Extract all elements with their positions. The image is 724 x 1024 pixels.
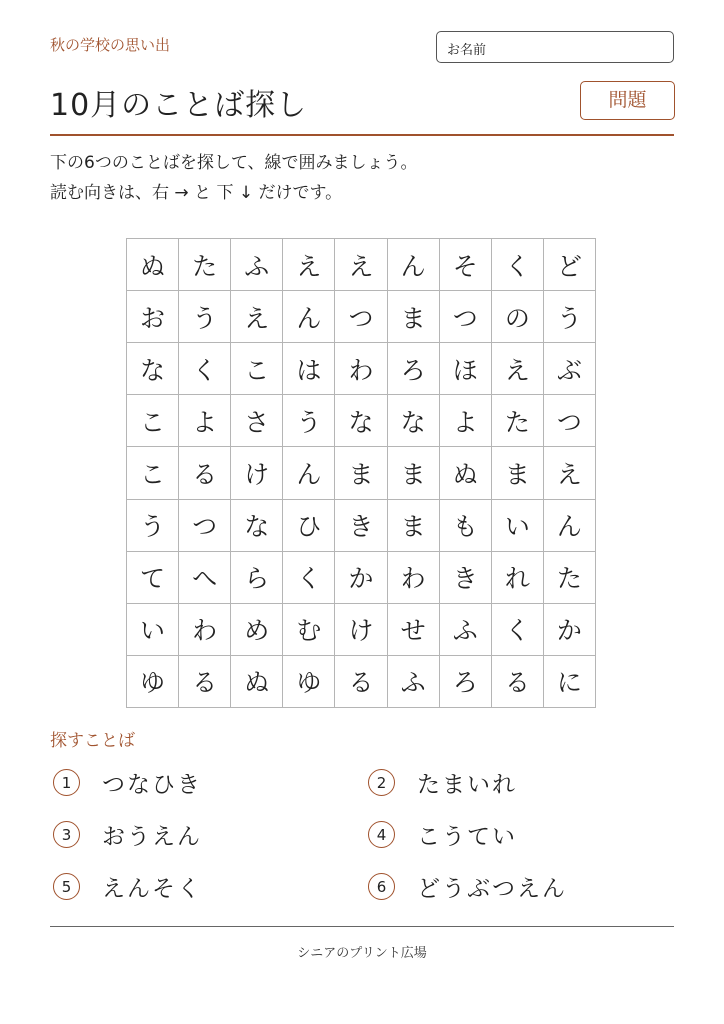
grid-cell[interactable]: ま <box>492 447 544 499</box>
grid-cell[interactable]: へ <box>179 552 231 604</box>
grid-cell[interactable]: う <box>127 500 179 552</box>
grid-cell[interactable]: き <box>440 552 492 604</box>
grid-cell[interactable]: え <box>544 447 596 499</box>
instruction-line-2: 読む向きは、右 → と 下 ↓ だけです。 <box>50 183 343 203</box>
grid-cell[interactable]: ひ <box>283 500 335 552</box>
grid-cell[interactable]: よ <box>440 395 492 447</box>
word-item-3 <box>53 818 202 851</box>
grid-cell[interactable]: た <box>544 552 596 604</box>
grid-cell[interactable]: く <box>283 552 335 604</box>
grid-cell[interactable]: て <box>127 552 179 604</box>
grid-cell[interactable]: ろ <box>440 656 492 708</box>
page-title: 10月のことば探し <box>50 88 308 123</box>
grid-cell[interactable]: ぬ <box>440 447 492 499</box>
grid-cell[interactable]: は <box>283 343 335 395</box>
grid-cell[interactable]: ろ <box>388 343 440 395</box>
grid-cell[interactable]: わ <box>179 604 231 656</box>
grid-cell[interactable]: め <box>231 604 283 656</box>
word-search-grid <box>126 238 596 708</box>
grid-cell[interactable]: こ <box>127 395 179 447</box>
grid-cell[interactable]: よ <box>179 395 231 447</box>
grid-cell[interactable]: な <box>127 343 179 395</box>
word-number-badge: 1 <box>53 769 80 796</box>
grid-cell[interactable]: わ <box>388 552 440 604</box>
footer-divider <box>50 926 674 927</box>
word-text: こうてい <box>417 824 517 850</box>
grid-cell[interactable]: ぬ <box>231 656 283 708</box>
grid-cell[interactable]: く <box>492 239 544 291</box>
word-item-1 <box>53 766 202 799</box>
grid-cell[interactable]: さ <box>231 395 283 447</box>
grid-cell[interactable]: つ <box>440 291 492 343</box>
grid-cell[interactable]: え <box>492 343 544 395</box>
grid-cell[interactable]: ぬ <box>127 239 179 291</box>
word-number-badge: 3 <box>53 821 80 848</box>
grid-cell[interactable]: な <box>388 395 440 447</box>
word-text: おうえん <box>102 824 202 850</box>
word-number-badge: 4 <box>368 821 395 848</box>
grid-cell[interactable]: こ <box>231 343 283 395</box>
word-number-badge: 2 <box>368 769 395 796</box>
grid-cell[interactable]: ぶ <box>544 343 596 395</box>
grid-cell[interactable]: い <box>127 604 179 656</box>
word-text: どうぶつえん <box>417 876 567 902</box>
grid-cell[interactable]: わ <box>335 343 387 395</box>
instructions <box>50 148 417 208</box>
word-item-5 <box>53 870 202 903</box>
grid-cell[interactable]: ゆ <box>127 656 179 708</box>
grid-cell[interactable]: ん <box>544 500 596 552</box>
grid-cell[interactable]: ん <box>283 291 335 343</box>
header-divider <box>50 134 674 136</box>
grid-cell[interactable]: な <box>335 395 387 447</box>
grid-cell[interactable]: ど <box>544 239 596 291</box>
grid-cell[interactable]: け <box>335 604 387 656</box>
word-number-badge: 6 <box>368 873 395 900</box>
grid-cell[interactable]: る <box>335 656 387 708</box>
grid-cell[interactable]: か <box>335 552 387 604</box>
grid-cell[interactable]: え <box>283 239 335 291</box>
grid-cell[interactable]: く <box>179 343 231 395</box>
word-text: えんそく <box>102 876 202 902</box>
grid-cell[interactable]: け <box>231 447 283 499</box>
grid-cell[interactable]: せ <box>388 604 440 656</box>
grid-cell[interactable]: う <box>179 291 231 343</box>
word-item-2 <box>368 766 517 799</box>
grid-cell[interactable]: き <box>335 500 387 552</box>
grid-cell[interactable]: も <box>440 500 492 552</box>
grid-cell[interactable]: ん <box>388 239 440 291</box>
grid-cell[interactable]: る <box>179 656 231 708</box>
word-item-4 <box>368 818 517 851</box>
grid-cell[interactable]: ゆ <box>283 656 335 708</box>
grid-cell[interactable]: る <box>492 656 544 708</box>
word-text: つなひき <box>102 772 202 798</box>
grid-cell[interactable]: え <box>231 291 283 343</box>
grid-cell[interactable]: う <box>544 291 596 343</box>
category-label: 秋の学校の思い出 <box>50 36 171 54</box>
grid-cell[interactable]: こ <box>127 447 179 499</box>
grid-cell[interactable]: な <box>231 500 283 552</box>
grid-cell[interactable]: の <box>492 291 544 343</box>
grid-cell[interactable]: に <box>544 656 596 708</box>
word-text: たまいれ <box>417 772 517 798</box>
grid-cell[interactable]: ま <box>335 447 387 499</box>
grid-cell[interactable]: ま <box>388 291 440 343</box>
word-item-6 <box>368 870 567 903</box>
grid-cell[interactable]: ま <box>388 447 440 499</box>
grid-cell[interactable]: る <box>179 447 231 499</box>
grid-cell[interactable]: ふ <box>388 656 440 708</box>
instruction-line-1: 下の6つのことばを探して、線で囲みましょう。 <box>50 153 418 173</box>
grid-cell[interactable]: ほ <box>440 343 492 395</box>
grid-cell[interactable]: ま <box>388 500 440 552</box>
name-field[interactable]: お名前 <box>436 31 674 63</box>
grid-cell[interactable]: れ <box>492 552 544 604</box>
words-heading: 探すことば <box>50 731 135 751</box>
grid-cell[interactable]: く <box>492 604 544 656</box>
grid-cell[interactable]: つ <box>179 500 231 552</box>
grid-cell[interactable]: い <box>492 500 544 552</box>
grid-cell[interactable]: つ <box>544 395 596 447</box>
word-number-badge: 5 <box>53 873 80 900</box>
grid-cell[interactable]: む <box>283 604 335 656</box>
grid-cell[interactable]: そ <box>440 239 492 291</box>
grid-cell[interactable]: ら <box>231 552 283 604</box>
grid-cell[interactable]: た <box>492 395 544 447</box>
grid-cell[interactable]: お <box>127 291 179 343</box>
problem-badge: 問題 <box>580 81 675 120</box>
grid-cell[interactable]: た <box>179 239 231 291</box>
grid-cell[interactable]: ん <box>283 447 335 499</box>
grid-cell[interactable]: え <box>335 239 387 291</box>
footer-credit: シニアのプリント広場 <box>297 946 427 961</box>
grid-cell[interactable]: ふ <box>231 239 283 291</box>
grid-cell[interactable]: つ <box>335 291 387 343</box>
grid-cell[interactable]: か <box>544 604 596 656</box>
grid-cell[interactable]: う <box>283 395 335 447</box>
grid-cell[interactable]: ふ <box>440 604 492 656</box>
